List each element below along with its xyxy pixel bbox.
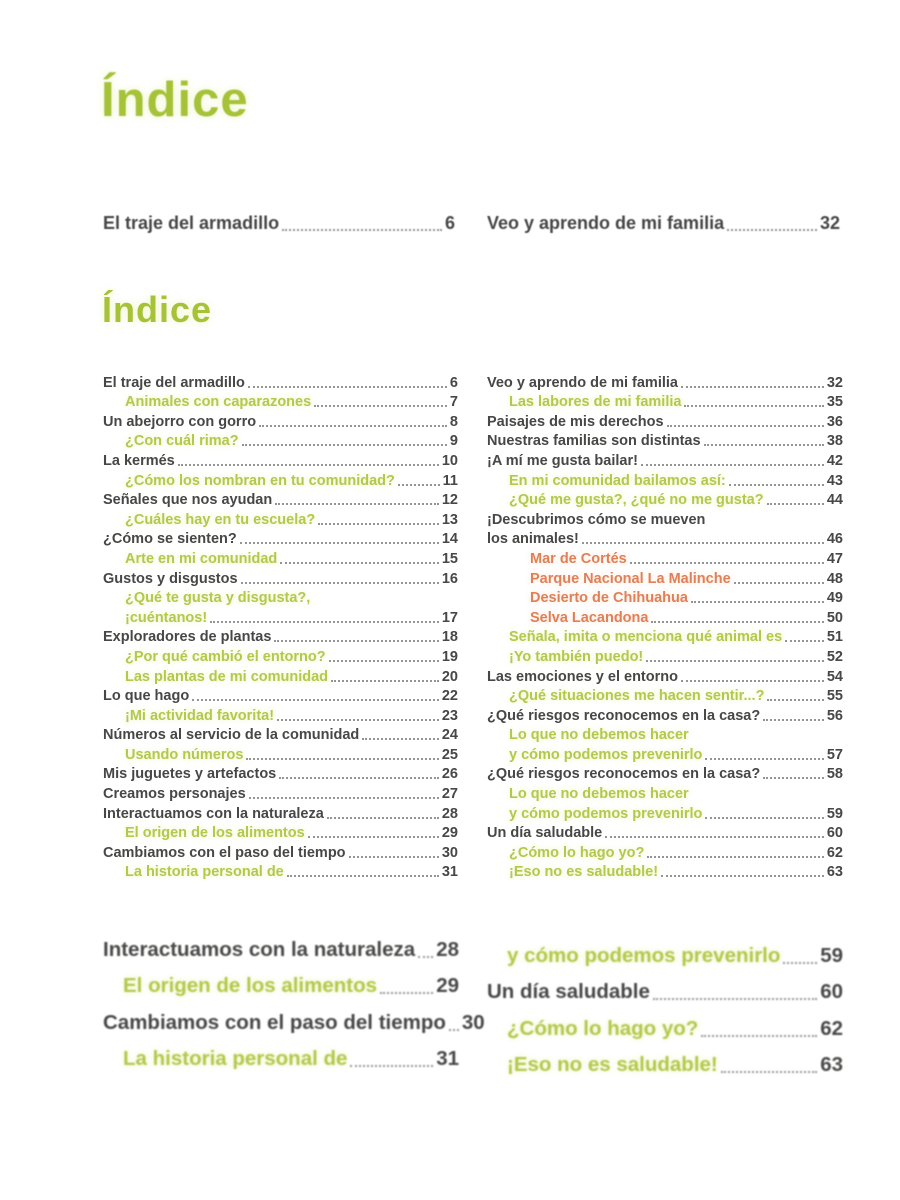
toc-entry (487, 449, 843, 469)
dotted-leader (192, 698, 439, 701)
dotted-leader (327, 816, 439, 819)
toc-entry-page: 30 (441, 844, 458, 861)
dotted-leader (721, 1070, 817, 1073)
toc-entry (103, 587, 458, 607)
dotted-leader (398, 483, 440, 486)
dotted-leader (287, 874, 439, 877)
toc-entry-label: Cambiamos con el paso del tiempo (103, 1010, 446, 1034)
toc-entry-label: El traje del armadillo (103, 213, 280, 233)
toc-entry (487, 1041, 843, 1078)
toc-entry-label: ¿Qué te gusta y disgusta?, (125, 590, 311, 607)
toc-entry (103, 685, 458, 705)
toc-entry-page: 63 (820, 1053, 843, 1076)
toc-entry-label: Las emociones y el entorno (487, 668, 678, 685)
toc-entry-page: 31 (436, 1047, 459, 1070)
toc-entry (487, 931, 843, 968)
dotted-leader (684, 404, 823, 407)
toc-entry-label: ¿Cómo se sienten? (103, 531, 237, 548)
dotted-leader (729, 483, 824, 486)
dotted-leader (242, 443, 447, 446)
toc-entry-label: Nuestras familias son distintas (487, 433, 701, 450)
toc-entry-page: 62 (820, 1016, 843, 1040)
toc-entry-page: 6 (444, 213, 455, 233)
toc-entry (103, 841, 458, 861)
dotted-leader (785, 639, 824, 642)
toc-entry (487, 606, 843, 626)
toc-entry (103, 430, 458, 450)
dotted-leader (248, 385, 447, 388)
dotted-leader (362, 737, 439, 740)
toc-entry-label: El traje del armadillo (103, 374, 245, 391)
toc-entry-page: 42 (826, 452, 843, 469)
toc-entry-page: 29 (441, 825, 458, 842)
toc-entry-label: los animales! (487, 531, 579, 548)
toc-entry (103, 724, 458, 744)
toc-entry (487, 968, 843, 1005)
toc-entry-label: Usando números (125, 746, 244, 763)
toc-entry-page: 58 (826, 766, 843, 783)
toc-entry-label: El origen de los alimentos (123, 974, 378, 997)
toc-entry-page: 47 (826, 550, 843, 567)
toc-entry-page: 31 (441, 864, 458, 881)
dotted-leader (380, 991, 433, 994)
dotted-leader (667, 424, 824, 427)
toc-entry-label: Interactuamos con la naturaleza (103, 937, 416, 961)
toc-entry-label: Paisajes de mis derechos (487, 413, 664, 430)
toc-entry (487, 567, 843, 587)
toc-entry-page: 19 (441, 648, 458, 665)
toc-entry-label: Cambiamos con el paso del tiempo (103, 844, 346, 861)
toc-entry-page: 35 (826, 394, 843, 411)
toc-entry-label: Arte en mi comunidad (125, 550, 278, 567)
toc-entry-page: 60 (820, 980, 843, 1003)
toc-entry (103, 626, 458, 646)
toc-entry-label: ¿Qué riesgos reconocemos en la casa? (487, 766, 761, 783)
dotted-leader (705, 816, 823, 819)
toc-entry-label: ¡Eso no es saludable! (507, 1053, 718, 1076)
dotted-leader (308, 835, 439, 838)
toc-entry-page: 6 (449, 374, 458, 391)
toc-entry (487, 626, 843, 646)
toc-entry-label: ¿Cómo los nombran en tu comunidad? (125, 472, 395, 489)
toc-entry (487, 410, 843, 430)
toc-entry-page: 29 (436, 974, 459, 997)
toc-entry-page: 52 (826, 648, 843, 665)
dotted-leader (275, 502, 439, 505)
toc-entry-page: 63 (826, 864, 843, 881)
toc-entry (487, 371, 843, 391)
toc-entry-label: Un abejorro con gorro (103, 413, 257, 430)
toc-entry (103, 410, 458, 430)
dotted-leader (449, 1028, 459, 1031)
toc-entry (103, 861, 458, 881)
toc-entry-page: 46 (826, 531, 843, 548)
toc-entry-page: 59 (820, 943, 843, 967)
toc-entry (103, 469, 458, 489)
toc-title-small: Índice (102, 289, 213, 330)
toc-entry-page: 27 (441, 786, 458, 803)
dotted-leader (646, 659, 824, 662)
dotted-leader (767, 698, 823, 701)
toc-entry-page: 8 (449, 413, 458, 430)
toc-entry-page: 26 (441, 766, 458, 783)
toc-entry (487, 704, 843, 724)
toc-entry-label: Gustos y disgustos (103, 570, 238, 587)
toc-entry-page: 36 (826, 413, 843, 430)
dotted-leader (705, 757, 823, 760)
toc-entry (103, 508, 458, 528)
dotted-leader (767, 502, 824, 505)
toc-entry-label: Interactuamos con la naturaleza (103, 805, 324, 822)
toc-entry-label: ¡cuéntanos! (125, 609, 208, 626)
dotted-leader (418, 955, 433, 958)
toc-entry-label: La kermés (103, 452, 175, 469)
toc-entry (487, 1004, 843, 1041)
toc-entry-label: Lo que no debemos hacer (509, 786, 689, 803)
toc-entry (487, 782, 843, 802)
toc-entry-page: 7 (449, 394, 458, 411)
dotted-leader (282, 228, 442, 231)
toc-entry-page: 55 (826, 688, 843, 705)
dotted-leader (241, 581, 439, 584)
toc-entry-page: 38 (826, 433, 843, 450)
toc-entry-label: Señala, imita o menciona qué animal es (509, 629, 783, 646)
toc-entry-page: 12 (441, 492, 458, 509)
toc-entry-page: 25 (441, 746, 458, 763)
toc-entry-page: 16 (441, 570, 458, 587)
toc-entry (103, 449, 458, 469)
dotted-leader (653, 997, 817, 1000)
toc-entry (487, 665, 843, 685)
toc-main-column-left (103, 371, 458, 880)
dotted-leader (681, 385, 824, 388)
dotted-leader (727, 228, 817, 231)
dotted-leader (249, 796, 439, 799)
toc-entry-page: 62 (826, 844, 843, 861)
toc-entry-label: Desierto de Chihuahua (530, 590, 688, 607)
toc-entry-label: Un día saludable (487, 825, 603, 842)
toc-entry-page: 59 (826, 805, 843, 822)
toc-entry-label: ¡Mi actividad favorita! (125, 707, 275, 724)
toc-entry (103, 782, 458, 802)
toc-entry (103, 665, 458, 685)
dotted-leader (605, 835, 824, 838)
toc-entry-page: 15 (441, 550, 458, 567)
toc-entry (103, 528, 458, 548)
toc-entry-page: 28 (436, 937, 459, 961)
toc-entry-label: ¿Por qué cambió el entorno? (125, 648, 326, 665)
toc-entry (103, 213, 455, 234)
toc-entry-label: Números al servicio de la comunidad (103, 727, 360, 744)
toc-entry-label: ¡A mí me gusta bailar! (487, 452, 638, 469)
toc-entry (487, 802, 843, 822)
toc-entry (487, 391, 843, 411)
toc-entry (103, 763, 458, 783)
toc-entry-page: 13 (441, 511, 458, 528)
toc-entry (487, 861, 843, 881)
toc-entry (103, 704, 458, 724)
dotted-leader (681, 679, 824, 682)
toc-entry (103, 802, 458, 822)
toc-entry-label: Animales con caparazones (125, 394, 312, 411)
toc-entry-page: 23 (441, 707, 458, 724)
toc-entry (103, 489, 458, 509)
toc-entry-page: 44 (826, 492, 843, 509)
toc-entry-label: La historia personal de (123, 1047, 348, 1070)
toc-entry-label: Creamos personajes (103, 786, 246, 803)
toc-entry-label: ¿Qué situaciones me hacen sentir...? (509, 688, 765, 705)
dotted-leader (582, 541, 824, 544)
toc-entry-label: Lo que hago (103, 688, 190, 705)
dotted-leader (210, 620, 439, 623)
toc-entry (487, 213, 840, 234)
toc-entry-label: En mi comunidad bailamos así: (509, 472, 726, 489)
toc-title-large: Índice (101, 73, 249, 127)
toc-bottom-column-left (103, 925, 485, 1071)
dotted-leader (280, 561, 439, 564)
toc-entry (103, 925, 459, 962)
toc-entry (487, 841, 843, 861)
toc-entry-label: y cómo podemos prevenirlo (509, 805, 703, 822)
toc-entry-label: ¿Cuáles hay en tu escuela? (125, 511, 316, 528)
toc-entry-label: ¿Con cuál rima? (125, 433, 239, 450)
toc-entry (103, 998, 485, 1035)
toc-entry (487, 547, 843, 567)
toc-entry-page: 11 (442, 472, 458, 489)
dotted-leader (691, 600, 824, 603)
toc-entry-page: 10 (441, 452, 458, 469)
dotted-leader (783, 961, 817, 964)
toc-entry-label: ¡Eso no es saludable! (509, 864, 659, 881)
dotted-leader (329, 659, 439, 662)
toc-entry (103, 822, 458, 842)
dotted-leader (763, 718, 824, 721)
toc-entry (103, 645, 458, 665)
toc-entry-page: 17 (441, 609, 458, 626)
dotted-leader (331, 679, 439, 682)
toc-entry-label: Lo que no debemos hacer (509, 727, 689, 744)
toc-entry-label: ¿Qué riesgos reconocemos en la casa? (487, 707, 761, 724)
dotted-leader (240, 541, 439, 544)
dotted-leader (647, 855, 824, 858)
toc-entry-page: 51 (826, 629, 843, 646)
dotted-leader (279, 776, 439, 779)
toc-entry-page: 32 (826, 374, 843, 391)
toc-entry-page: 43 (826, 472, 843, 489)
toc-entry-page: 30 (461, 1010, 485, 1034)
toc-entry-page: 20 (441, 668, 458, 685)
toc-top-column-right (487, 213, 840, 234)
toc-entry-label: Un día saludable (487, 980, 650, 1003)
dotted-leader (701, 1034, 817, 1037)
toc-entry-page: 22 (441, 688, 458, 705)
dotted-leader (318, 522, 439, 525)
toc-entry (487, 469, 843, 489)
toc-main-column-right (487, 371, 843, 880)
toc-entry (103, 743, 458, 763)
toc-entry-label: Mar de Cortés (530, 550, 627, 567)
toc-entry-page: 9 (449, 433, 458, 450)
dotted-leader (178, 463, 439, 466)
toc-entry (103, 606, 458, 626)
toc-entry-label: Parque Nacional La Malinche (530, 570, 731, 587)
toc-entry-label: Señales que nos ayudan (103, 492, 273, 509)
toc-entry (103, 547, 458, 567)
toc-entry-label: La historia personal de (125, 864, 284, 881)
toc-entry (487, 724, 843, 744)
toc-entry-label: Veo y aprendo de mi familia (487, 213, 725, 233)
toc-entry-label: Veo y aprendo de mi familia (487, 374, 678, 391)
toc-entry (103, 567, 458, 587)
dotted-leader (314, 404, 447, 407)
toc-entry-label: Mis juguetes y artefactos (103, 766, 277, 783)
toc-entry-page: 48 (826, 570, 843, 587)
toc-entry-label: ¿Qué me gusta?, ¿qué no me gusta? (509, 492, 764, 509)
toc-entry-page: 18 (441, 629, 458, 646)
toc-entry-label: y cómo podemos prevenirlo (509, 746, 703, 763)
toc-entry-label: ¿Cómo lo hago yo? (507, 1016, 699, 1040)
dotted-leader (259, 424, 447, 427)
dotted-leader (246, 757, 438, 760)
dotted-leader (641, 463, 824, 466)
toc-bottom-column-right (487, 931, 843, 1077)
toc-entry (487, 822, 843, 842)
toc-entry (487, 645, 843, 665)
dotted-leader (630, 561, 824, 564)
dotted-leader (277, 718, 439, 721)
dotted-leader (350, 1064, 433, 1067)
dotted-leader (661, 874, 824, 877)
toc-entry (103, 962, 459, 999)
toc-entry (487, 685, 843, 705)
dotted-leader (763, 776, 824, 779)
dotted-leader (651, 620, 823, 623)
dotted-leader (704, 443, 824, 446)
toc-entry-page: 60 (826, 825, 843, 842)
toc-entry-label: Exploradores de plantas (103, 629, 272, 646)
toc-entry (487, 763, 843, 783)
toc-entry-label: Selva Lacandona (530, 609, 649, 626)
toc-entry (103, 391, 458, 411)
toc-entry-label: y cómo podemos prevenirlo (507, 943, 781, 967)
toc-entry-page: 14 (441, 531, 458, 548)
toc-entry-label: ¿Cómo lo hago yo? (509, 844, 645, 861)
toc-entry (487, 508, 843, 528)
toc-entry (103, 371, 458, 391)
dotted-leader (734, 581, 824, 584)
toc-entry-label: ¡Yo también puedo! (509, 648, 644, 665)
toc-entry-label: ¡Descubrimos cómo se mueven (487, 511, 706, 528)
toc-entry (103, 1035, 459, 1072)
toc-entry-page: 32 (819, 213, 840, 233)
toc-entry (487, 743, 843, 763)
toc-entry-page: 57 (826, 746, 843, 763)
toc-entry (487, 430, 843, 450)
dotted-leader (349, 855, 439, 858)
toc-top-column-left (103, 213, 455, 234)
toc-entry-page: 28 (441, 805, 458, 822)
toc-entry-label: El origen de los alimentos (125, 825, 305, 842)
toc-entry-label: Las labores de mi familia (509, 394, 682, 411)
dotted-leader (274, 639, 438, 642)
toc-entry (487, 587, 843, 607)
toc-entry-label: Las plantas de mi comunidad (125, 668, 329, 685)
toc-entry-page: 49 (826, 590, 843, 607)
toc-entry-page: 50 (826, 609, 843, 626)
toc-entry-page: 54 (826, 668, 843, 685)
toc-entry-page: 56 (826, 707, 843, 724)
toc-entry-page: 24 (441, 727, 458, 744)
toc-entry (487, 528, 843, 548)
toc-entry (487, 489, 843, 509)
